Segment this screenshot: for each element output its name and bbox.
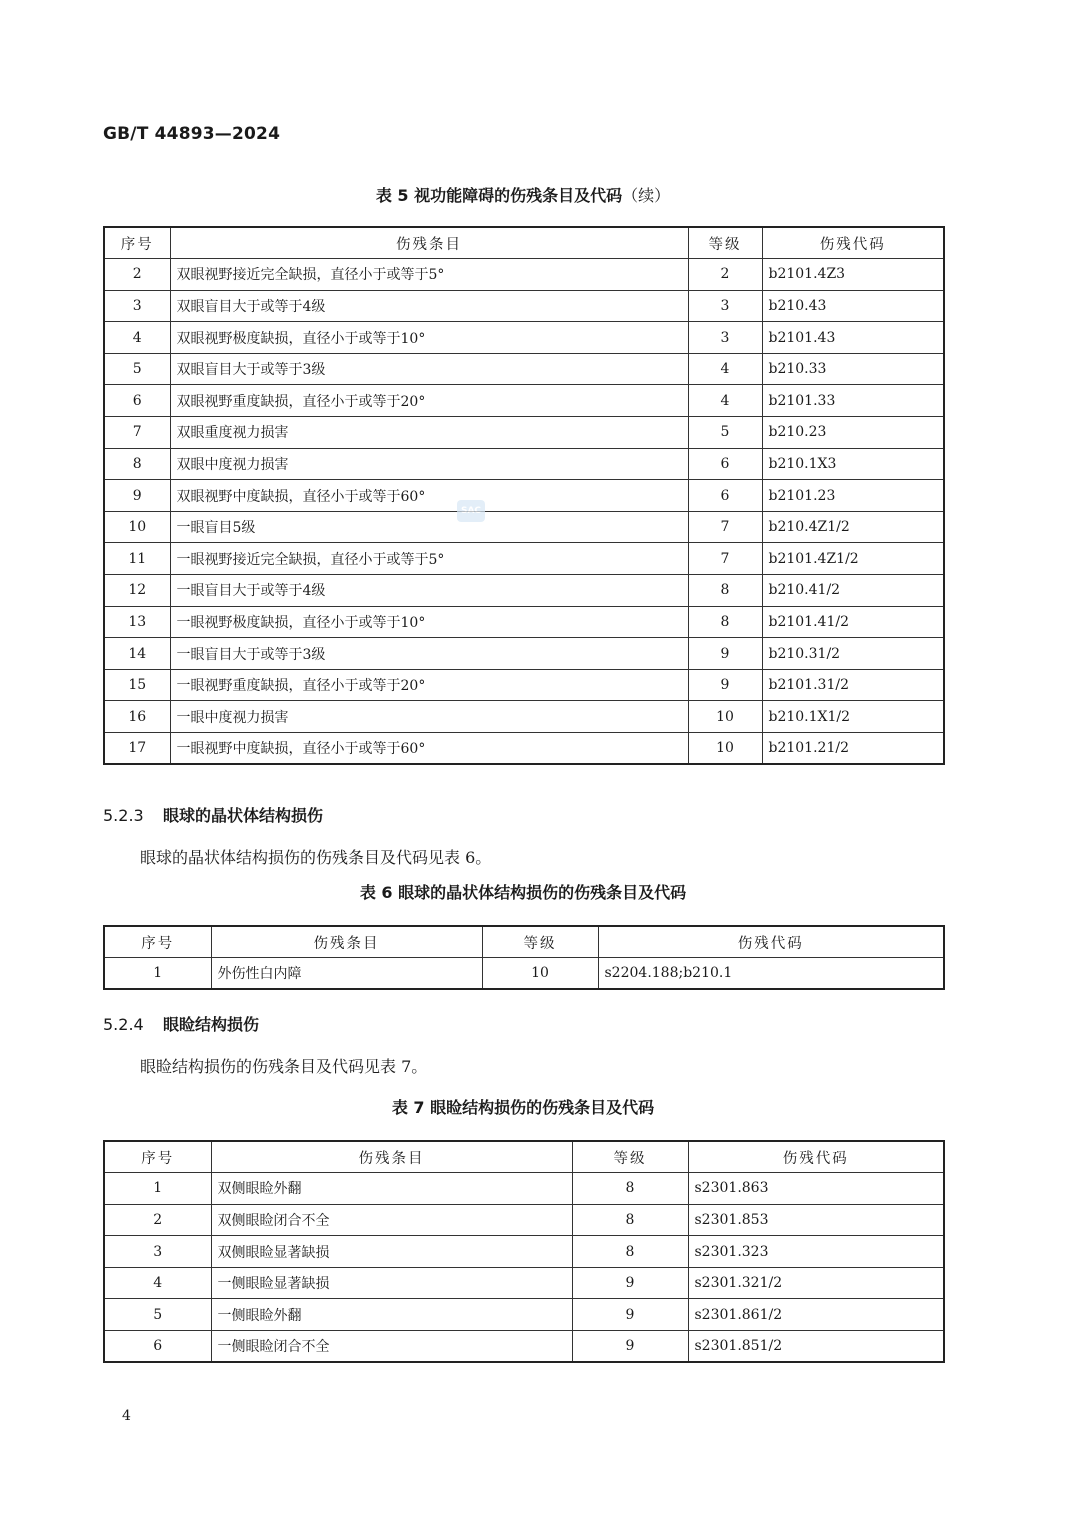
table7-cell-index: 3 <box>104 1236 211 1268</box>
table5-header-code: 伤残代码 <box>762 227 944 259</box>
table5-cell-grade: 9 <box>688 669 762 701</box>
table5-header-grade: 等级 <box>688 227 762 259</box>
table7-row <box>104 1267 944 1299</box>
table5-cell-index: 6 <box>104 385 170 417</box>
table5-cell-grade: 4 <box>688 385 762 417</box>
table5-cell-item: 双眼盲目大于或等于4级 <box>170 290 688 322</box>
table7-cell-index: 4 <box>104 1267 211 1299</box>
table5-cell-item: 一眼盲目大于或等于3级 <box>170 638 688 670</box>
table5-cell-item: 一眼视野中度缺损，直径小于或等于60° <box>170 733 688 765</box>
table5-row <box>104 701 944 733</box>
table5-row <box>104 511 944 543</box>
table7-cell-grade: 8 <box>572 1173 688 1205</box>
table5-cell-index: 5 <box>104 353 170 385</box>
table7-cell-index: 5 <box>104 1299 211 1331</box>
table7-cell-index: 1 <box>104 1173 211 1205</box>
table7-cell-code: s2301.861/2 <box>688 1299 944 1331</box>
table5-cell-index: 9 <box>104 480 170 512</box>
table5-cell-item: 双眼视野接近完全缺损，直径小于或等于5° <box>170 259 688 291</box>
table7-cell-item: 一侧眼睑外翻 <box>211 1299 572 1331</box>
table5-cell-grade: 10 <box>688 701 762 733</box>
table6 <box>103 925 945 990</box>
table5-cell-code: b2101.23 <box>762 480 944 512</box>
table5-cell-item: 一眼视野接近完全缺损，直径小于或等于5° <box>170 543 688 575</box>
table7-header-code: 伤残代码 <box>688 1141 944 1173</box>
table6-cell-grade: 10 <box>482 958 598 990</box>
table5-header-row <box>104 227 944 259</box>
table5-cell-index: 13 <box>104 606 170 638</box>
table7-caption: 表 7 眼睑结构损伤的伤残条目及代码 <box>391 1098 655 1117</box>
table6-header-code: 伤残代码 <box>598 926 944 958</box>
table5-cell-item: 双眼盲目大于或等于3级 <box>170 353 688 385</box>
table5-cell-grade: 6 <box>688 480 762 512</box>
table6-row <box>104 958 944 990</box>
table6-cell-item: 外伤性白内障 <box>211 958 482 990</box>
table7-cell-item: 双侧眼睑显著缺损 <box>211 1236 572 1268</box>
table6-header-item: 伤残条目 <box>211 926 482 958</box>
table7-cell-code: s2301.321/2 <box>688 1267 944 1299</box>
table5-caption <box>103 183 943 206</box>
table5-caption-text: 表 5 视功能障碍的伤残条目及代码 <box>375 186 623 205</box>
table5-cell-item: 一眼盲目大于或等于4级 <box>170 575 688 607</box>
table5-cell-grade: 8 <box>688 606 762 638</box>
table7-cell-grade: 8 <box>572 1236 688 1268</box>
table5-cell-code: b2101.4Z1/2 <box>762 543 944 575</box>
section-5-2-3-number: 5.2.3 <box>103 806 144 825</box>
table7-cell-code: s2301.853 <box>688 1204 944 1236</box>
table5-row <box>104 606 944 638</box>
table5-row <box>104 322 944 354</box>
table5-cell-grade: 3 <box>688 290 762 322</box>
table5-row <box>104 385 944 417</box>
table7-cell-code: s2301.851/2 <box>688 1331 944 1363</box>
table5-cell-index: 11 <box>104 543 170 575</box>
table5-row <box>104 448 944 480</box>
table7-cell-item: 双侧眼睑外翻 <box>211 1173 572 1205</box>
table7-cell-item: 一侧眼睑显著缺损 <box>211 1267 572 1299</box>
table5-cell-index: 8 <box>104 448 170 480</box>
table5 <box>103 226 945 765</box>
table7-row <box>104 1331 944 1363</box>
table5-row <box>104 480 944 512</box>
table7-header-row <box>104 1141 944 1173</box>
table5-cell-index: 17 <box>104 733 170 765</box>
table7-cell-grade: 9 <box>572 1299 688 1331</box>
table5-cell-code: b210.31/2 <box>762 638 944 670</box>
table5-row <box>104 543 944 575</box>
table7-cell-code: s2301.323 <box>688 1236 944 1268</box>
table7-cell-grade: 9 <box>572 1267 688 1299</box>
table5-cell-code: b2101.33 <box>762 385 944 417</box>
table5-row <box>104 259 944 291</box>
table7-cell-code: s2301.863 <box>688 1173 944 1205</box>
table7-cell-item: 一侧眼睑闭合不全 <box>211 1331 572 1363</box>
table6-header-row <box>104 926 944 958</box>
table6-header-index: 序号 <box>104 926 211 958</box>
section-5-2-3-heading <box>103 803 323 826</box>
table5-row <box>104 417 944 449</box>
section-5-2-4-heading <box>103 1012 259 1035</box>
table5-cell-code: b2101.31/2 <box>762 669 944 701</box>
table7-row <box>104 1204 944 1236</box>
table7-header-index: 序号 <box>104 1141 211 1173</box>
table7-cell-index: 6 <box>104 1331 211 1363</box>
section-5-2-4-paragraph: 眼睑结构损伤的伤残条目及代码见表 7。 <box>140 1057 428 1076</box>
table6-caption: 表 6 眼球的晶状体结构损伤的伤残条目及代码 <box>359 883 687 902</box>
table5-cell-code: b2101.4Z3 <box>762 259 944 291</box>
table5-row <box>104 575 944 607</box>
table5-cell-index: 14 <box>104 638 170 670</box>
table5-cell-code: b210.43 <box>762 290 944 322</box>
table6-cell-index: 1 <box>104 958 211 990</box>
table5-cell-code: b2101.21/2 <box>762 733 944 765</box>
table7-row <box>104 1173 944 1205</box>
table7-cell-grade: 8 <box>572 1204 688 1236</box>
table5-cell-item: 一眼中度视力损害 <box>170 701 688 733</box>
table5-row <box>104 669 944 701</box>
table7-cell-item: 双侧眼睑闭合不全 <box>211 1204 572 1236</box>
table5-header-index: 序号 <box>104 227 170 259</box>
table5-cell-code: b210.23 <box>762 417 944 449</box>
table5-caption-continued: （续） <box>622 186 671 205</box>
table5-cell-item: 一眼视野重度缺损，直径小于或等于20° <box>170 669 688 701</box>
table7-row <box>104 1236 944 1268</box>
table5-cell-grade: 3 <box>688 322 762 354</box>
table7-header-grade: 等级 <box>572 1141 688 1173</box>
table5-cell-item: 双眼视野极度缺损，直径小于或等于10° <box>170 322 688 354</box>
table5-row <box>104 353 944 385</box>
table7-cell-grade: 9 <box>572 1331 688 1363</box>
table5-cell-item: 双眼中度视力损害 <box>170 448 688 480</box>
table5-cell-index: 2 <box>104 259 170 291</box>
watermark-logo: SAC <box>457 500 485 522</box>
table5-cell-index: 15 <box>104 669 170 701</box>
table5-cell-grade: 7 <box>688 543 762 575</box>
table5-cell-index: 4 <box>104 322 170 354</box>
table5-cell-code: b210.1X3 <box>762 448 944 480</box>
table5-cell-index: 7 <box>104 417 170 449</box>
table5-cell-code: b210.33 <box>762 353 944 385</box>
table5-cell-grade: 7 <box>688 511 762 543</box>
section-5-2-4-title: 眼睑结构损伤 <box>163 1015 260 1034</box>
table5-cell-item: 双眼重度视力损害 <box>170 417 688 449</box>
table6-header-grade: 等级 <box>482 926 598 958</box>
table7-row <box>104 1299 944 1331</box>
section-5-2-3-title: 眼球的晶状体结构损伤 <box>163 806 324 825</box>
table5-row <box>104 733 944 765</box>
table5-cell-grade: 5 <box>688 417 762 449</box>
table5-cell-grade: 4 <box>688 353 762 385</box>
table5-cell-code: b210.1X1/2 <box>762 701 944 733</box>
table5-cell-item: 一眼盲目5级 <box>170 511 688 543</box>
table5-row <box>104 290 944 322</box>
table5-cell-index: 10 <box>104 511 170 543</box>
table5-cell-code: b2101.41/2 <box>762 606 944 638</box>
table5-cell-index: 12 <box>104 575 170 607</box>
table5-cell-grade: 9 <box>688 638 762 670</box>
table7-cell-index: 2 <box>104 1204 211 1236</box>
table5-cell-grade: 6 <box>688 448 762 480</box>
table5-header-item: 伤残条目 <box>170 227 688 259</box>
table5-cell-item: 一眼视野极度缺损，直径小于或等于10° <box>170 606 688 638</box>
table5-cell-grade: 10 <box>688 733 762 765</box>
table5-cell-item: 双眼视野重度缺损，直径小于或等于20° <box>170 385 688 417</box>
section-5-2-3-paragraph: 眼球的晶状体结构损伤的伤残条目及代码见表 6。 <box>140 848 492 867</box>
table5-cell-code: b210.41/2 <box>762 575 944 607</box>
table5-cell-code: b210.4Z1/2 <box>762 511 944 543</box>
page-number: 4 <box>122 1408 131 1424</box>
table7-header-item: 伤残条目 <box>211 1141 572 1173</box>
table6-cell-code: s2204.188;b210.1 <box>598 958 944 990</box>
table5-cell-index: 16 <box>104 701 170 733</box>
section-5-2-4-number: 5.2.4 <box>103 1015 144 1034</box>
table5-cell-index: 3 <box>104 290 170 322</box>
table5-cell-item: 双眼视野中度缺损，直径小于或等于60° <box>170 480 688 512</box>
table7 <box>103 1140 945 1363</box>
table5-cell-code: b2101.43 <box>762 322 944 354</box>
table5-row <box>104 638 944 670</box>
table5-cell-grade: 8 <box>688 575 762 607</box>
standard-number: GB/T 44893—2024 <box>103 124 281 144</box>
table5-cell-grade: 2 <box>688 259 762 291</box>
